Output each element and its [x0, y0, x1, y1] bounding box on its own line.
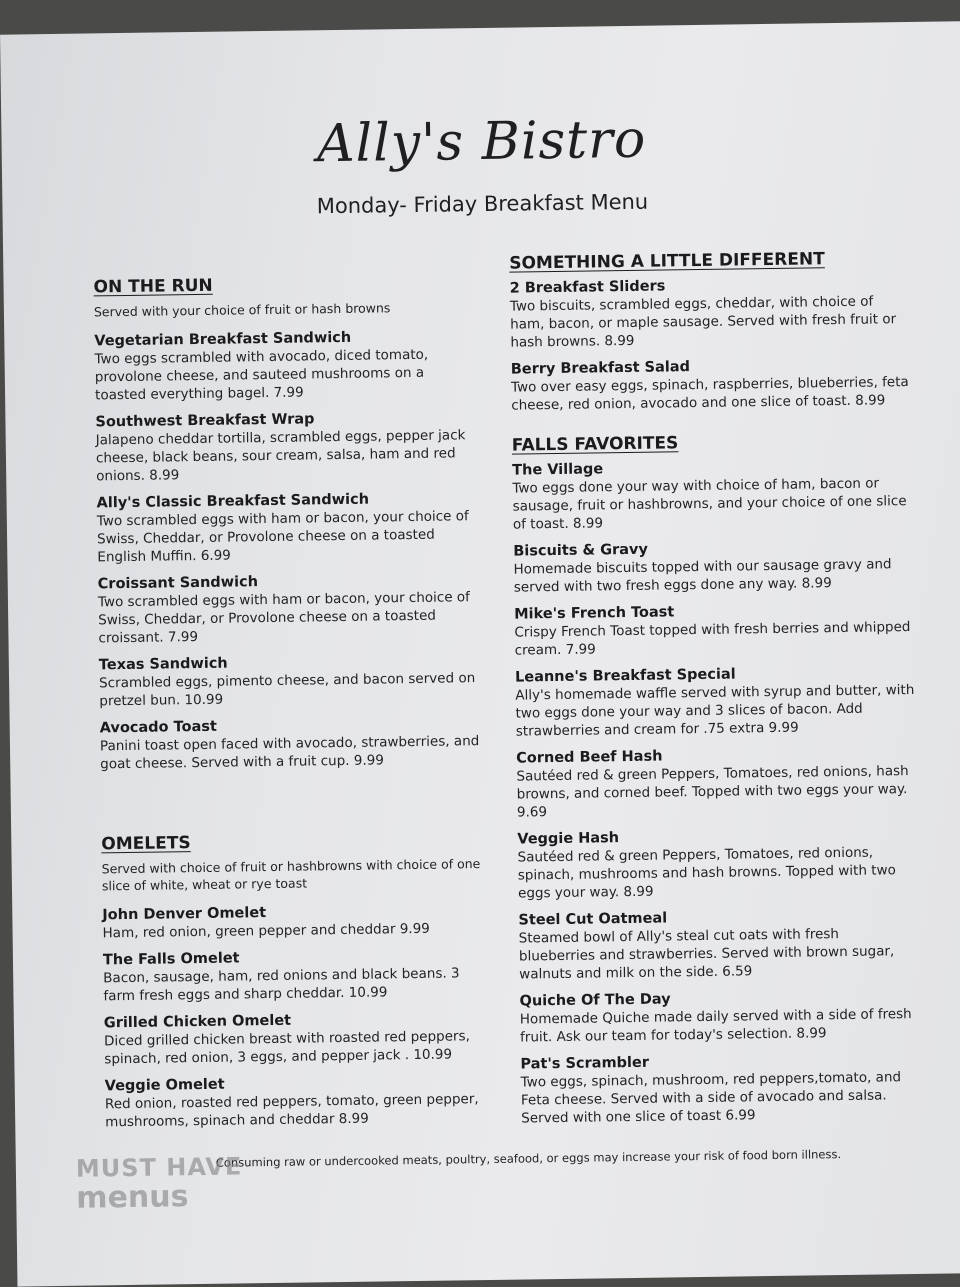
item-description: Ham, red onion, green pepper and cheddar 9.99	[102, 920, 430, 942]
section-something-different	[509, 248, 911, 415]
menu-item	[103, 946, 484, 1005]
item-description: Homemade biscuits topped with our sausage gravy and served with two fresh eggs done any way. 8.99	[513, 556, 892, 596]
item-description: Two eggs, spinach, mushroom, red peppers,tomato, and Feta cheese. Served with a side of avocado and salsa. Served with one slice of toast 6.99	[520, 1069, 902, 1127]
section-note: Served with choice of fruit or hashbrowns with choice of one slice of white, wheat or rye toast	[101, 856, 481, 894]
menu-item	[104, 1009, 485, 1068]
section-title: SOMETHING A LITTLE DIFFERENT	[509, 249, 825, 274]
menu-item	[511, 355, 912, 415]
item-description: Sautéed red & green Peppers, Tomatoes, red onions, hash browns, and corned beef. Topped with two eggs your way. 9.69	[516, 763, 909, 821]
menu-item	[98, 570, 479, 647]
menu-page	[0, 21, 960, 1286]
section-falls-favorites	[512, 430, 922, 1128]
section-spacer	[100, 777, 481, 834]
item-description: Ally's homemade waffle served with syrup and butter, with two eggs done your way and 3 slices of bacon. Add strawberries and cream for .75 extra 9.99	[515, 682, 915, 740]
item-name: Veggie Hash	[517, 830, 620, 848]
right-column	[509, 248, 921, 1136]
item-description: Two scrambled eggs with ham or bacon, your choice of Swiss, Cheddar, or Provolone cheese on a toasted croissant. 7.99	[97, 589, 470, 647]
item-name: The Village	[512, 461, 604, 479]
section-title: FALLS FAVORITES	[511, 433, 679, 456]
menu-item	[516, 744, 917, 822]
item-description: Steamed bowl of Ally's steal cut oats with fresh blueberries and strawberries. Served with brown sugar, walnuts and milk on the side. 6.59	[518, 926, 895, 983]
watermark-line: menus	[76, 1179, 189, 1216]
item-name: Veggie Omelet	[104, 1076, 225, 1095]
item-name: Texas Sandwich	[98, 655, 228, 674]
item-name: Grilled Chicken Omelet	[103, 1012, 292, 1032]
watermark	[75, 1151, 243, 1216]
item-name: Berry Breakfast Salad	[510, 359, 691, 378]
item-name: 2 Breakfast Sliders	[509, 278, 666, 297]
item-description: Scrambled eggs, pimento cheese, and bacon served on pretzel bun. 10.99	[99, 670, 476, 710]
item-name: Mike's French Toast	[514, 604, 675, 623]
menu-item	[510, 274, 911, 352]
section-title: OMELETS	[101, 833, 191, 855]
item-description: Two eggs scrambled with avocado, diced tomato, provolone cheese, and sauteed mushrooms on a toasted everything bagel. 7.99	[94, 346, 429, 404]
food-safety-disclaimer: Consuming raw or undercooked meats, poultry, seafood, or eggs may increase your risk of food born illness.	[215, 1147, 842, 1170]
item-description: Two scrambled eggs with ham or bacon, your choice of Swiss, Cheddar, or Provolone cheese on a toasted English Muffin. 6.99	[96, 508, 469, 566]
menu-item	[513, 537, 914, 597]
menu-item	[514, 600, 915, 660]
menu-item	[520, 1050, 921, 1128]
menu-subtitle: Monday- Friday Breakfast Menu	[316, 189, 649, 219]
item-description: Jalapeno cheddar tortilla, scrambled eggs, pepper jack cheese, black beans, sour cream, salsa, ham and red onions. 8.99	[95, 427, 466, 485]
item-description: Diced grilled chicken breast with roasted red peppers, spinach, red onion, 3 eggs, and pepper jack . 10.99	[104, 1028, 470, 1068]
menu-item	[515, 663, 916, 741]
watermark-line: MUST HAVE	[75, 1152, 243, 1183]
menu-item	[95, 408, 476, 485]
item-description: Crispy French Toast topped with fresh berries and whipped cream. 7.99	[514, 619, 911, 659]
item-name: Avocado Toast	[99, 718, 218, 737]
section-omelets	[101, 829, 485, 1131]
item-name: Steel Cut Oatmeal	[518, 910, 668, 929]
item-description: Sautéed red & green Peppers, Tomatoes, red onions, spinach, mushrooms and hash browns. Topped with two eggs your way. 8.99	[517, 844, 896, 902]
restaurant-name: Ally's Bistro	[316, 109, 647, 175]
item-name: Ally's Classic Breakfast Sandwich	[96, 491, 370, 512]
item-description: Red onion, roasted red peppers, tomato, green pepper, mushrooms, spinach and cheddar 8.99	[104, 1091, 479, 1131]
section-note: Served with your choice of fruit or hash browns	[93, 300, 391, 320]
menu-item	[100, 714, 481, 773]
menu-item	[517, 825, 918, 903]
section-on-the-run	[93, 272, 480, 773]
item-name: John Denver Omelet	[102, 905, 267, 924]
item-name: Pat's Scrambler	[520, 1054, 650, 1073]
item-name: Croissant Sandwich	[97, 574, 259, 593]
item-name: Biscuits & Gravy	[513, 541, 649, 560]
item-name: Quiche Of The Day	[519, 991, 671, 1010]
menu-item	[94, 327, 475, 404]
item-description: Two eggs done your way with choice of ham, bacon or sausage, fruit or hashbrowns, and your choice of one slice of toast. 8.99	[512, 475, 907, 533]
item-name: The Falls Omelet	[102, 950, 240, 969]
item-description: Bacon, sausage, ham, red onions and black beans. 3 farm fresh eggs and sharp cheddar. 10.99	[103, 965, 460, 1005]
item-description: Two biscuits, scrambled eggs, cheddar, with choice of ham, bacon, or maple sausage. Served with fresh fruit or hash browns. 8.99	[509, 293, 897, 351]
menu-item	[102, 901, 482, 942]
menu-item	[519, 987, 920, 1047]
item-name: Corned Beef Hash	[516, 748, 663, 767]
item-description: Panini toast open faced with avocado, strawberries, and goat cheese. Served with a fruit cup. 9.99	[99, 733, 480, 773]
menu-item	[512, 456, 913, 534]
menu-item	[96, 489, 477, 566]
menu-item	[518, 906, 919, 984]
item-name: Leanne's Breakfast Special	[514, 666, 736, 686]
menu-item	[99, 651, 480, 710]
item-name: Southwest Breakfast Wrap	[95, 411, 315, 431]
item-description: Homemade Quiche made daily served with a side of fresh fruit. Ask our team for today's selection. 8.99	[519, 1006, 912, 1046]
item-name: Vegetarian Breakfast Sandwich	[94, 329, 352, 350]
item-description: Two over easy eggs, spinach, raspberries, blueberries, feta cheese, red onion, avocado and one slice of toast. 8.99	[510, 374, 909, 414]
section-title: ON THE RUN	[93, 275, 213, 298]
menu-item	[105, 1072, 486, 1131]
left-column	[93, 272, 485, 1140]
